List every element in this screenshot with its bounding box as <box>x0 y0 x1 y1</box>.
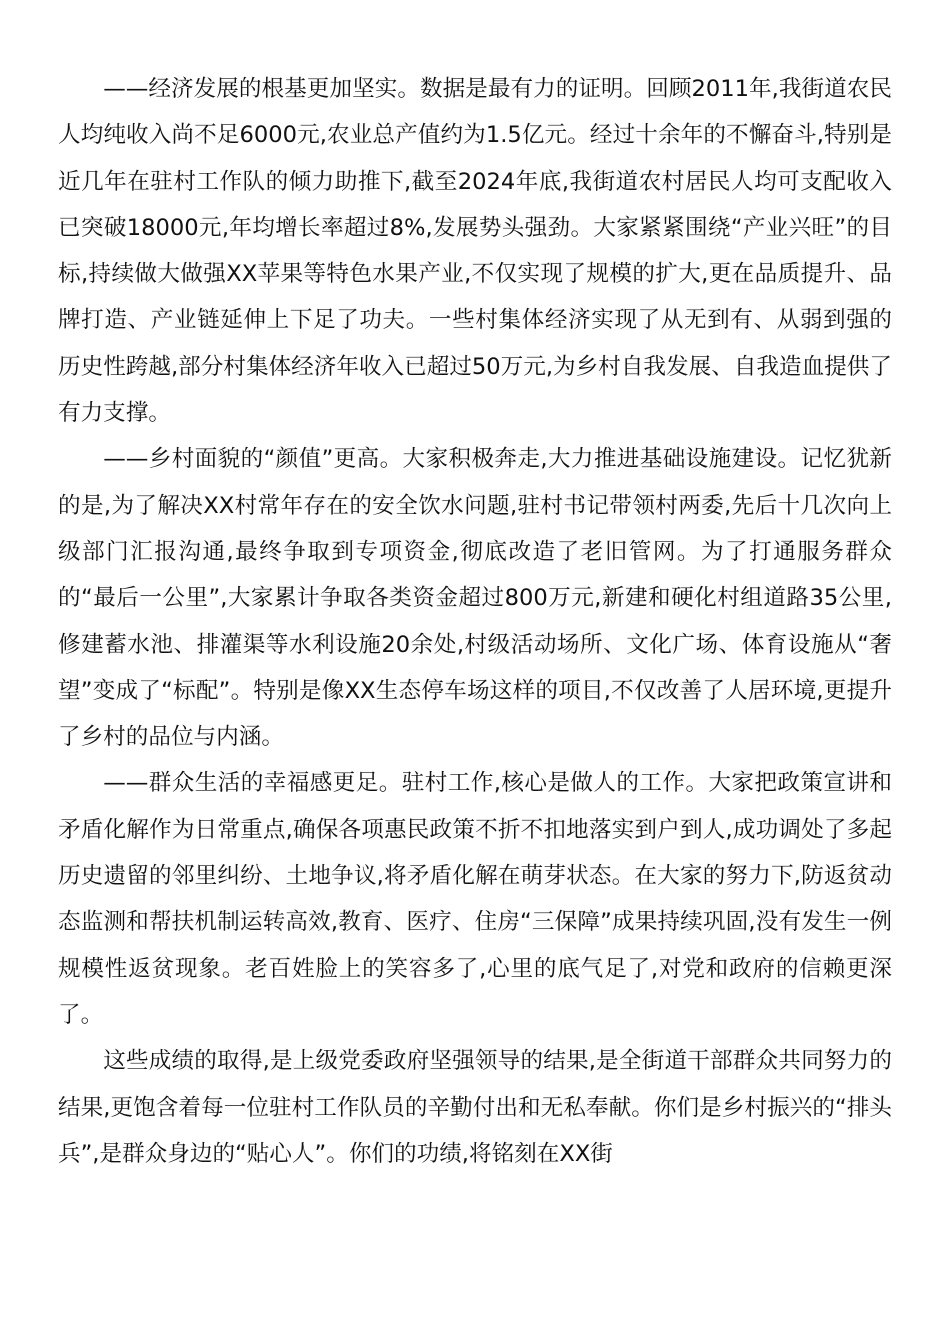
paragraph-economic-development: ——经济发展的根基更加坚实。数据是最有力的证明。回顾2011年,我街道农民人均纯收入尚不足6000元,农业总产值约为1.5亿元。经过十余年的不懈奋斗,特别是近几年在驻村工作队的倾力助推下,截至2024年底,我街道农村居民人均可支配收入已突破18000元,年均增长率超过8%,发展势头强劲。大家紧紧围绕“产业兴旺”的目标,持续做大做强XX苹果等特色水果产业,不仅实现了规模的扩大,更在品质提升、品牌打造、产业链延伸上下足了功夫。一些村集体经济实现了从无到有、从弱到强的历史性跨越,部分村集体经济年收入已超过50万元,为乡村自我发展、自我造血提供了有力支撑。 <box>58 76 892 427</box>
document-page <box>58 66 892 1177</box>
paragraph-public-wellbeing: ——群众生活的幸福感更足。驻村工作,核心是做人的工作。大家把政策宣讲和矛盾化解作为日常重点,确保各项惠民政策不折不扣地落实到户到人,成功调处了多起历史遗留的邻里纠纷、土地争议,将矛盾化解在萌芽状态。在大家的努力下,防返贫动态监测和帮扶机制运转高效,教育、医疗、住房“三保障”成果持续巩固,没有发生一例规模性返贫现象。老百姓脸上的笑容多了,心里的底气足了,对党和政府的信赖更深了。 <box>58 770 892 1028</box>
paragraph-achievements-summary: 这些成绩的取得,是上级党委政府坚强领导的结果,是全街道干部群众共同努力的结果,更饱含着每一位驻村工作队员的辛勤付出和无私奉献。你们是乡村振兴的“排头兵”,是群众身边的“贴心人”。你们的功绩,将铭刻在XX街 <box>58 1048 892 1167</box>
paragraph-village-appearance: ——乡村面貌的“颜值”更高。大家积极奔走,大力推进基础设施建设。记忆犹新的是,为了解决XX村常年存在的安全饮水问题,驻村书记带领村两委,先后十几次向上级部门汇报沟通,最终争取到专项资金,彻底改造了老旧管网。为了打通服务群众的“最后一公里”,大家累计争取各类资金超过800万元,新建和硬化村组道路35公里,修建蓄水池、排灌渠等水利设施20余处,村级活动场所、文化广场、体育设施从“奢望”变成了“标配”。特别是像XX生态停车场这样的项目,不仅改善了人居环境,更提升了乡村的品位与内涵。 <box>58 446 892 751</box>
